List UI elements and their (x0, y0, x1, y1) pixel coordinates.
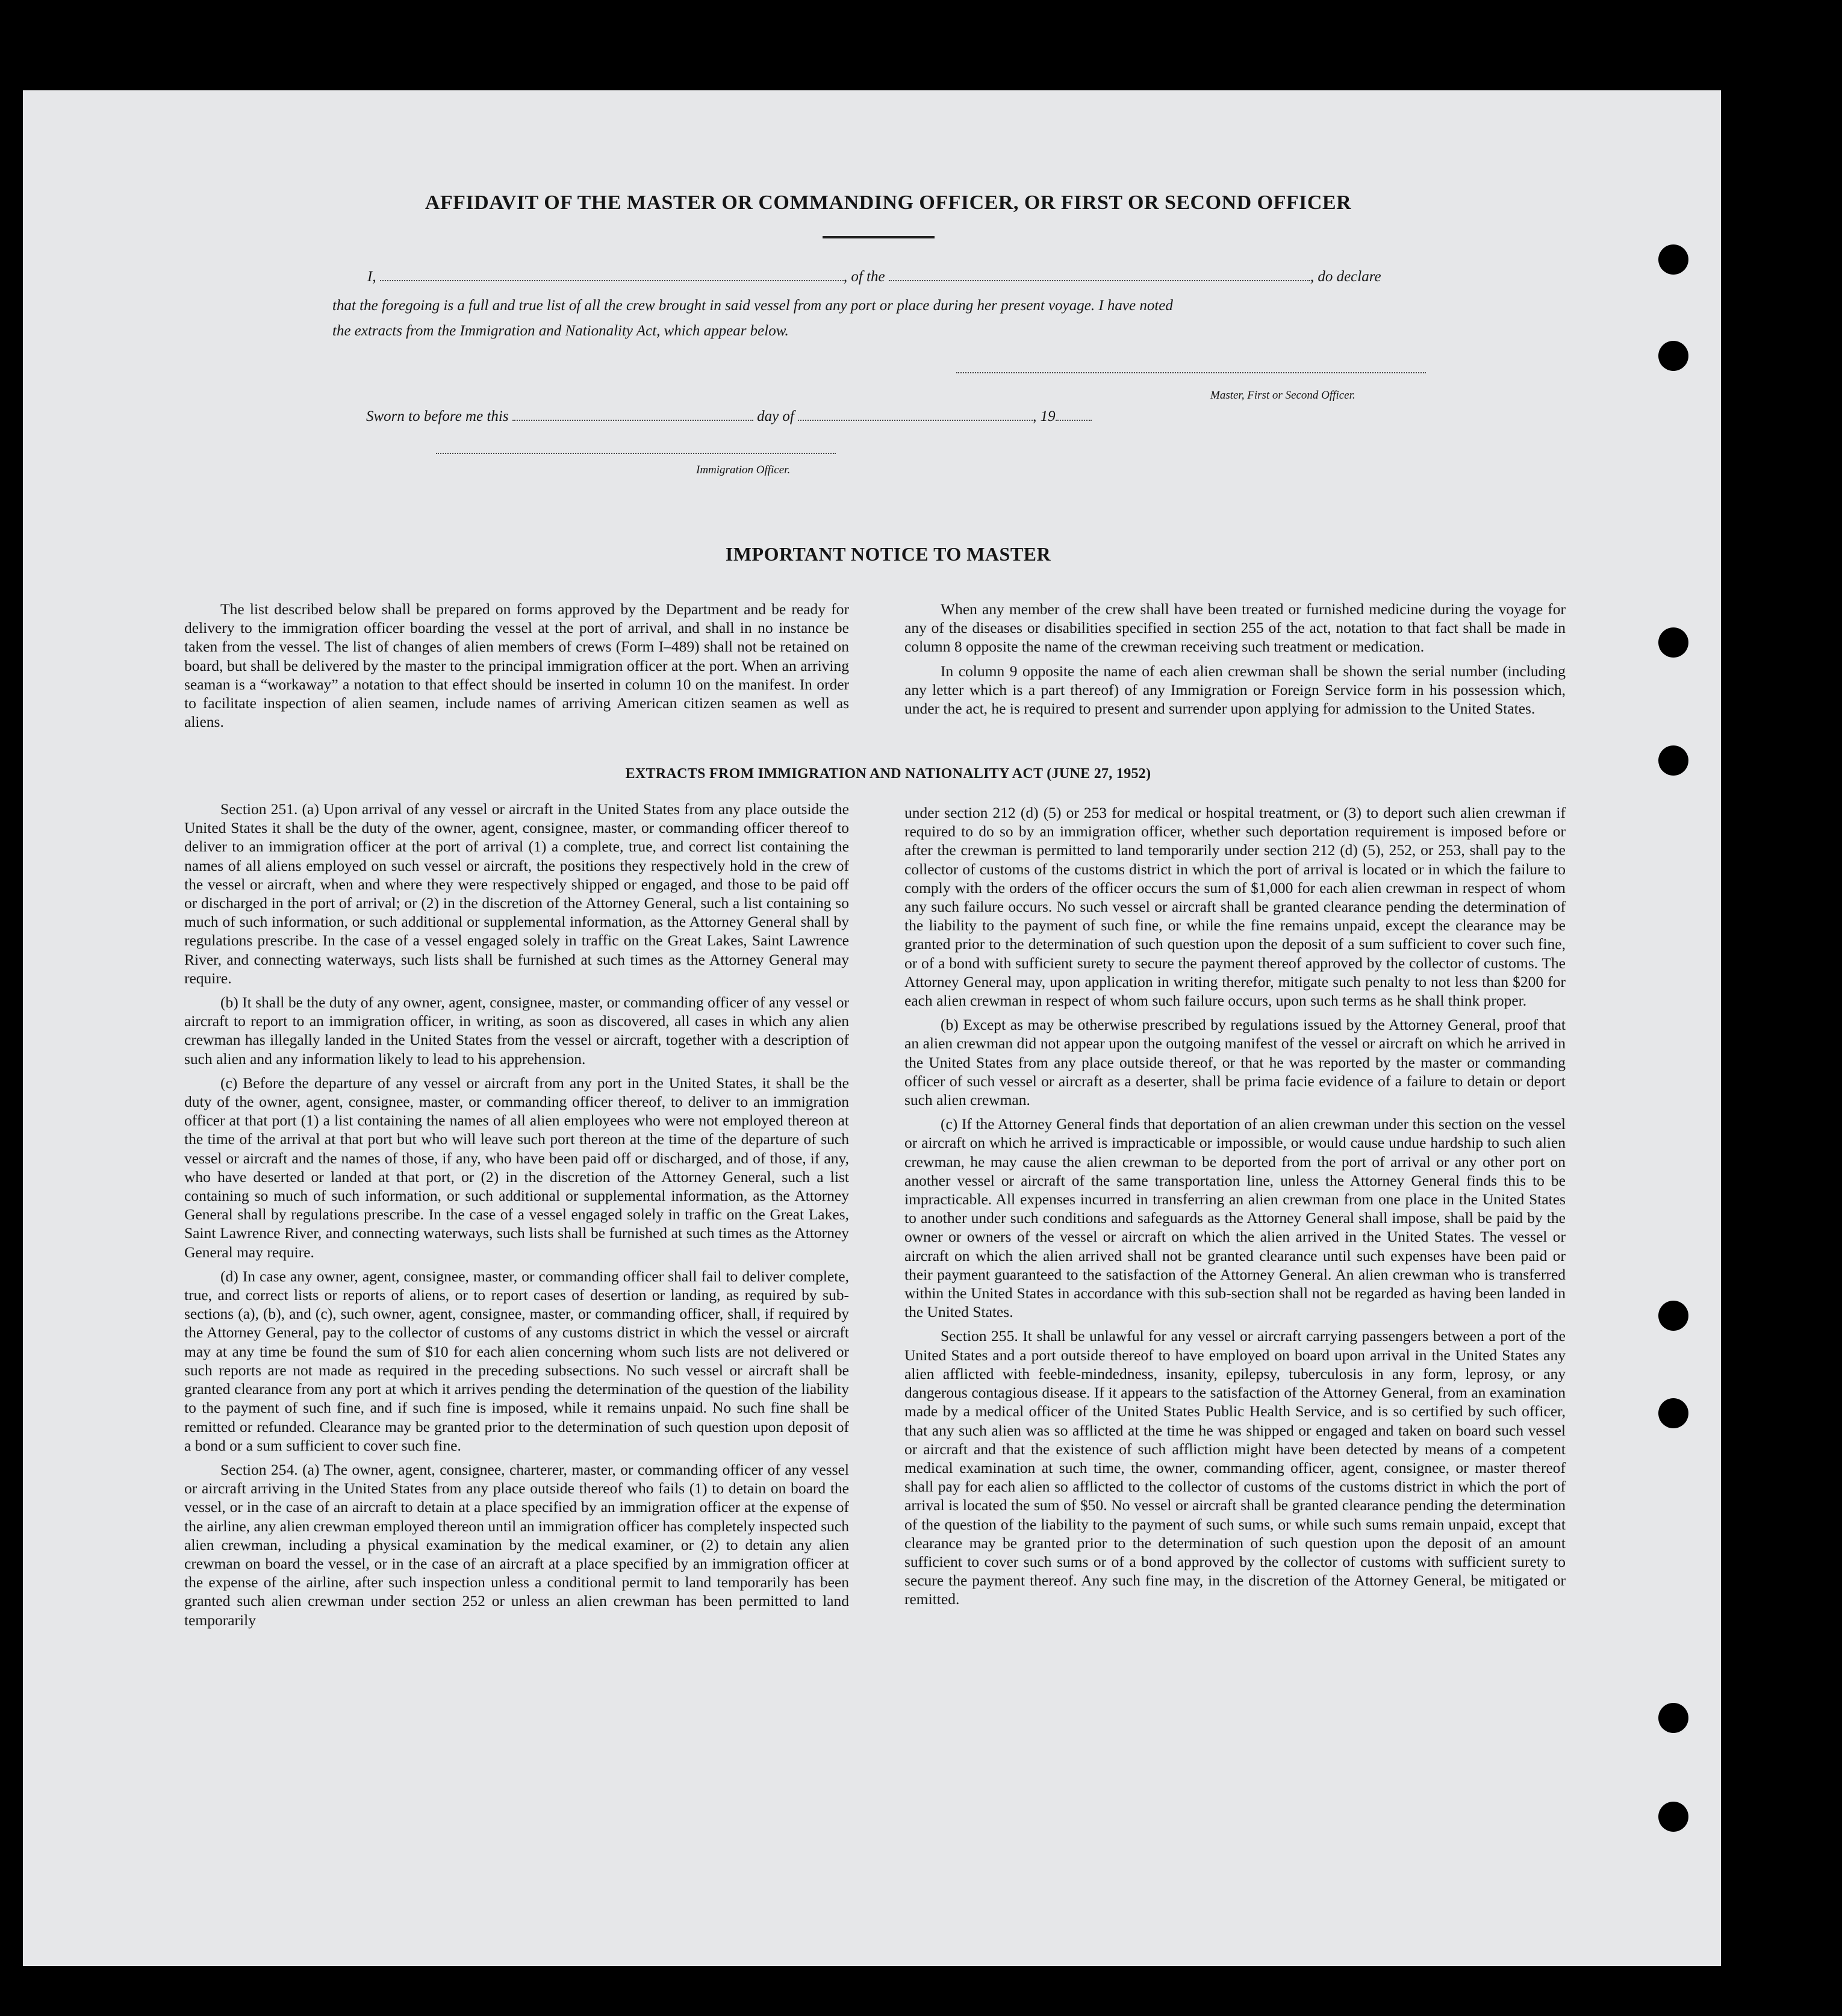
master-signature-line[interactable] (956, 372, 1426, 373)
declaration-text-3: the extracts from the Immigration and Nationality Act, which appear below. (332, 323, 789, 339)
extracts-title: EXTRACTS FROM IMMIGRATION AND NATIONALITY ACT (JUNE 27, 1952) (625, 766, 1151, 782)
sworn-label: Sworn to before me this (366, 408, 509, 425)
year-label: , 19 (1033, 408, 1056, 425)
notice-paragraph: When any member of the crew shall have been treated or furnished medicine during the voyage for any of the diseases or disabilities specified in section 255 of the act, notation to that fact shall be made in column 8 opposite the name of the crewman receiving such treatment or medication. (904, 600, 1566, 656)
sworn-day-field[interactable] (512, 420, 753, 421)
declaration-line (367, 269, 1427, 285)
notice-paragraph: In column 9 opposite the name of each alien crewman shall be shown the serial number (including any letter which is a part thereof) of any Immigration or Foreign Service form in his possession which, under the act, he is required to present and surrender upon applying for admission to the United States. (904, 662, 1566, 718)
declare-label: , do declare (1310, 269, 1381, 285)
punch-hole (1658, 627, 1688, 658)
section-paragraph: Section 251. (a) Upon arrival of any vessel or aircraft in the United States from any place outside the United States it shall be the duty of the owner, agent, consignee, master, or commanding officer thereof to deliver to an immigration officer at the port of arrival (1) a complete, true, and correct list containing the names of all aliens employed on such vessel or aircraft, the positions they respectively hold in the crew of the vessel or aircraft, when and where they were respectively shipped or engaged, and those to be paid off or discharged in the port of arrival; or (2) in the discretion of the Attorney General, such a list containing so much of such information, or such additional or supplemental information, as the Attorney General shall by regulations prescribe. In the case of a vessel engaged solely in traffic on the Great Lakes, Saint Lawrence River, and connecting waterways, such lists shall be furnished at such times as the Attorney General may require. (184, 800, 849, 987)
vessel-name-field[interactable] (889, 280, 1310, 281)
notice-left-column (184, 600, 849, 736)
of-the-label: , of the (843, 269, 885, 285)
punch-hole (1658, 341, 1688, 371)
immigration-officer-label: Immigration Officer. (696, 464, 791, 476)
affidavit-title: AFFIDAVIT OF THE MASTER OR COMMANDING OFFICER, OR FIRST OR SECOND OFFICER (425, 191, 1352, 214)
punch-hole (1658, 1398, 1688, 1428)
section-paragraph: (b) It shall be the duty of any owner, agent, consignee, master, or commanding officer of any vessel or aircraft to report to an immigration officer, in writing, as soon as discovered, all cases in which any alien crewman has illegally landed in the United States from the vessel or aircraft, together with a description of such alien and any information likely to lead to his apprehension. (184, 994, 849, 1068)
punch-hole (1658, 1301, 1688, 1331)
notice-title: IMPORTANT NOTICE TO MASTER (725, 543, 1051, 565)
day-of-label: day of (757, 408, 794, 425)
punch-hole (1658, 1802, 1688, 1832)
master-signature-label: Master, First or Second Officer. (1210, 389, 1355, 402)
notice-right-column (904, 600, 1566, 723)
section-paragraph: (c) If the Attorney General finds that deportation of an alien crewman under this section on the vessel or aircraft on which he arrived is impracticable or impossible, or would cause undue hardship to such alien crewman, he may cause the alien crewman to be deported from the port of arrival or any other port on another vessel or aircraft of the same transportation line, unless the Attorney General finds this to be impracticable. All expenses incurred in transferring an alien crewman from one place in the United States to another under such conditions and safeguards as the Attorney General shall impose, shall be paid by the owner or owners of the vessel or aircraft on which the alien arrived in the United States. The vessel or aircraft on which the alien arrived shall not be granted clearance until such expenses have been paid or their payment guaranteed to the satisfaction of the Attorney General. An alien crewman who is transferred within the United States in accordance with this sub-section shall not be regarded as having been landed in the United States. (904, 1115, 1566, 1321)
section-paragraph: (d) In case any owner, agent, consignee, master, or commanding officer shall fail to deliver complete, true, and correct lists or reports of aliens, or to report cases of desertion or landing, as required by sub-sections (a), (b), and (c), such owner, agent, consignee, master, or commanding officer, shall, if required by the Attorney General, pay to the collector of customs of any customs district in which the vessel or aircraft may at any time be found the sum of $10 for each alien concerning whom such lists are not delivered or such reports are not made as required in the preceding subsections. No such vessel or aircraft shall be granted clearance from any port at which it arrives pending the determination of the question of the liability to the payment of such fine, and if such fine is imposed, while it remains unpaid. No such fine shall be remitted or refunded. Clearance may be granted prior to the determination of such question upon deposit of a bond or a sum sufficient to cover such fine. (184, 1267, 849, 1454)
section-paragraph: (b) Except as may be otherwise prescribed by regulations issued by the Attorney General, proof that an alien crewman did not appear upon the outgoing manifest of the vessel or aircraft on which he arrived in the United States from any place outside thereof, or that he was reported by the master or commanding officer of such vessel or aircraft as a deserter, shall be prima facie evidence of a failure to detain or deport such alien crewman. (904, 1016, 1566, 1109)
sworn-year-field[interactable] (1056, 420, 1092, 421)
section-paragraph: Section 254. (a) The owner, agent, consignee, charterer, master, or commanding officer of any vessel or aircraft arriving in the United States from any place outside thereof who fails (1) to detain on board the vessel, or in the case of an aircraft to detain at a place specified by an immigration officer at the expense of the airline, any alien crewman employed thereon until an immigration officer has completely inspected such alien crewman, including a physical examination by the medical examiner, or (2) to detain any alien crewman on board the vessel, or in the case of an aircraft at a place specified by an immigration officer at the expense of the airline, after such inspection unless a conditional permit to land temporarily has been granted such alien crewman under section 252 or unless an alien crewman has been permitted to land temporarily (184, 1460, 849, 1629)
sworn-line (366, 408, 1209, 425)
punch-hole (1658, 1703, 1688, 1733)
declarant-name-field[interactable] (380, 280, 844, 281)
declaration-text-2: that the foregoing is a full and true list of all the crew brought in said vessel from any port or place during her present voyage. I have noted (332, 297, 1173, 314)
punch-hole (1658, 244, 1688, 275)
extracts-left-column (184, 800, 849, 1635)
extracts-right-column (904, 803, 1566, 1614)
title-divider (823, 236, 935, 238)
notice-paragraph: The list described below shall be prepared on forms approved by the Department and be ready for delivery to the immigration officer boarding the vessel at the port of arrival, and shall in no instance be taken from the vessel. The list of changes of alien members of crews (Form I–489) shall not be retained on board, but shall be delivered by the master to the principal immigration officer at the port. When an arriving seaman is a “workaway” a notation to that effect should be inserted in column 10 on the manifest. In order to facilitate inspection of alien seamen, include names of arriving American citizen seamen as well as aliens. (184, 600, 849, 731)
declarant-prefix: I, (367, 269, 376, 285)
section-paragraph: (c) Before the departure of any vessel or aircraft from any port in the United States, it shall be the duty of the owner, agent, consignee, master, or commanding officer thereof, to deliver to an immigration officer at that port (1) a list containing the names of all alien employees who were not employed thereon at the time of the arrival at that port but who will leave such port thereon at the time of the departure of such vessel or aircraft and the names of those, if any, who have been paid off or discharged, and of those, if any, who have deserted or landed at that port, or (2) in the discretion of the Attorney General, such a list containing so much of such information, or such additional or supplemental information, as the Attorney General shall by regulations prescribe. In the case of a vessel engaged solely in traffic on the Great Lakes, Saint Lawrence River, and connecting waterways, such lists shall be furnished at such times as the Attorney General may require. (184, 1074, 849, 1261)
section-paragraph: under section 212 (d) (5) or 253 for medical or hospital treatment, or (3) to deport such alien crewman if required to do so by an immigration officer, whether such deportation requirement is imposed before or after the crewman is permitted to land temporarily under section 212 (d) (5), 252, or 253, shall pay to the collector of customs of the customs district in which the port of arrival is located or in which the failure to comply with the orders of the officer occurs the sum of $1,000 for each alien crewman in respect of whom any such failure occurs. No such vessel or aircraft shall be granted clearance pending the determination of the liability to the payment of such fine, or while the fine remains unpaid, except the clearance may be granted prior to the determination of such question upon the deposit of a sum sufficient to cover such fine, or of a bond with sufficient surety to secure the payment thereof approved by the collector of customs. The Attorney General may, upon application in writing therefor, mitigate such penalty to not less than $200 for each alien crewman in respect of whom such failure occurs, upon such terms as he shall think proper. (904, 804, 1566, 1010)
sworn-month-field[interactable] (798, 420, 1033, 421)
immigration-officer-signature-line[interactable] (436, 453, 836, 454)
section-paragraph: Section 255. It shall be unlawful for any vessel or aircraft carrying passengers between a port of the United States and a port outside thereof to have employed on board upon arrival in the United States any alien afflicted with feeble-mindedness, insanity, epilepsy, tuberculosis in any form, leprosy, or any dangerous contagious disease. If it appears to the satisfaction of the Attorney General, from an examination made by a medical officer of the United States Public Health Service, and is so certified by such officer, that any such alien was so afflicted at the time he was shipped or engaged and taken on board such vessel or aircraft and that the existence of such affliction might have been detected by means of a competent medical examination at such time, the owner, commanding officer, agent, consignee, or master thereof shall pay for each alien so afflicted to the collector of customs of the customs district in which the port of arrival is located the sum of $50. No vessel or aircraft shall be granted clearance pending the determination of the question of the liability to the payment of such sums, or while such sums remain unpaid, except that clearance may be granted prior to the determination of such question upon the deposit of an amount sufficient to cover such sums or of a bond approved by the collector of customs with sufficient surety to secure the payment thereof. Any such fine may, in the discretion of the Attorney General, be mitigated or remitted. (904, 1327, 1566, 1608)
